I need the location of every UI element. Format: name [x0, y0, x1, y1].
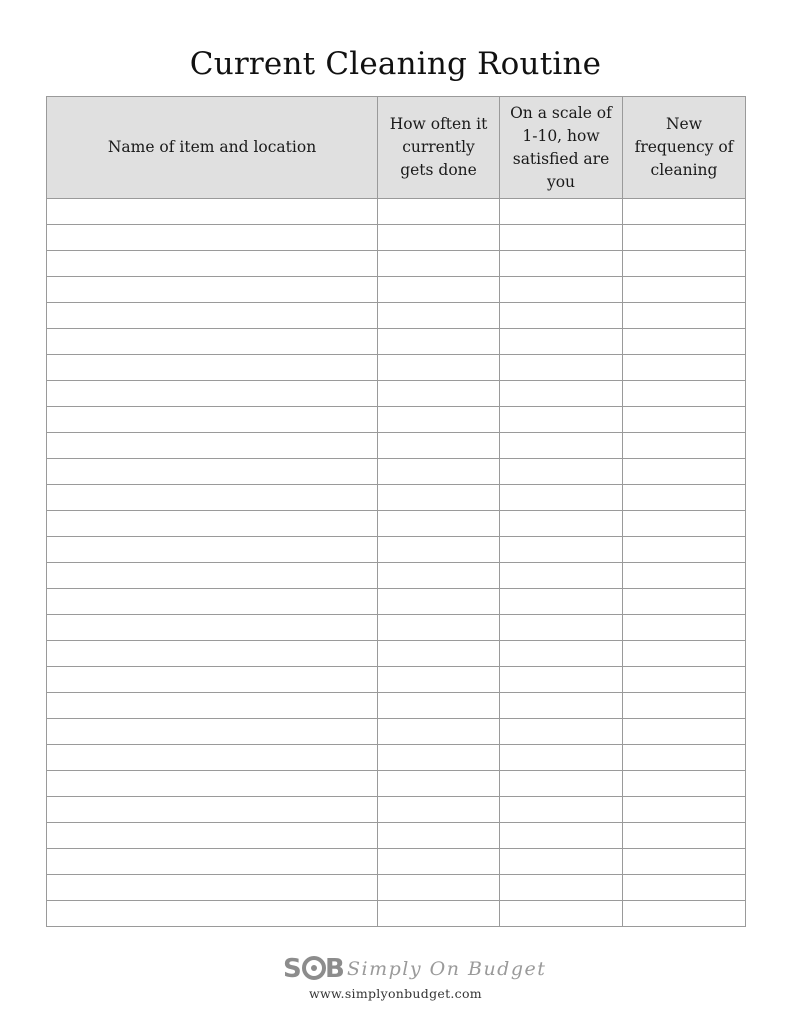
table-row	[47, 485, 746, 511]
table-row	[47, 407, 746, 433]
table-row	[47, 823, 746, 849]
table-cell	[500, 511, 623, 537]
table-cell	[500, 433, 623, 459]
table-cell	[623, 407, 746, 433]
table-cell	[47, 615, 378, 641]
table-cell	[378, 797, 500, 823]
table-cell	[378, 407, 500, 433]
table-cell	[500, 641, 623, 667]
table-row	[47, 771, 746, 797]
table-cell	[500, 589, 623, 615]
table-cell	[47, 823, 378, 849]
website-url: www.simplyonbudget.com	[309, 986, 482, 1001]
table-row	[47, 329, 746, 355]
table-cell	[47, 875, 378, 901]
table-header-row	[47, 97, 746, 199]
table-cell	[47, 459, 378, 485]
table-cell	[378, 381, 500, 407]
column-header-satisfaction: On a scale of 1-10, how satisfied are you	[500, 97, 623, 199]
table-cell	[623, 797, 746, 823]
table-cell	[47, 225, 378, 251]
table-row	[47, 849, 746, 875]
table-cell	[47, 251, 378, 277]
table-cell	[47, 771, 378, 797]
table-cell	[500, 381, 623, 407]
table-cell	[378, 615, 500, 641]
table-cell	[500, 251, 623, 277]
table-cell	[378, 693, 500, 719]
svg-text:B: B	[324, 954, 345, 984]
table-body	[47, 199, 746, 927]
table-cell	[500, 719, 623, 745]
table-cell	[623, 485, 746, 511]
table-row	[47, 199, 746, 225]
table-cell	[500, 329, 623, 355]
table-cell	[378, 277, 500, 303]
table-cell	[47, 667, 378, 693]
table-cell	[623, 589, 746, 615]
table-cell	[378, 225, 500, 251]
table-row	[47, 563, 746, 589]
table-row	[47, 615, 746, 641]
column-header-item-location: Name of item and location	[47, 97, 378, 199]
table-cell	[500, 459, 623, 485]
table-row	[47, 901, 746, 927]
table-cell	[623, 667, 746, 693]
table-cell	[623, 901, 746, 927]
table-row	[47, 225, 746, 251]
table-cell	[500, 277, 623, 303]
table-cell	[47, 797, 378, 823]
table-cell	[378, 719, 500, 745]
simply-on-budget-logo-icon	[281, 950, 546, 984]
table-cell	[47, 329, 378, 355]
table-cell	[500, 485, 623, 511]
table-cell	[500, 407, 623, 433]
table-cell	[378, 849, 500, 875]
table-cell	[378, 459, 500, 485]
svg-text:S: S	[282, 954, 300, 984]
table-row	[47, 459, 746, 485]
table-cell	[47, 485, 378, 511]
table-cell	[378, 251, 500, 277]
table-cell	[378, 303, 500, 329]
table-row	[47, 537, 746, 563]
table-cell	[500, 823, 623, 849]
table-row	[47, 381, 746, 407]
table-cell	[500, 537, 623, 563]
table-cell	[623, 355, 746, 381]
table-row	[47, 433, 746, 459]
table-cell	[378, 329, 500, 355]
table-cell	[47, 641, 378, 667]
table-row	[47, 745, 746, 771]
table-cell	[47, 589, 378, 615]
table-cell	[623, 199, 746, 225]
table-cell	[623, 615, 746, 641]
table-cell	[623, 693, 746, 719]
table-cell	[47, 537, 378, 563]
table-cell	[623, 329, 746, 355]
table-row	[47, 251, 746, 277]
table-cell	[378, 667, 500, 693]
table-cell	[623, 381, 746, 407]
table-cell	[623, 433, 746, 459]
table-cell	[500, 771, 623, 797]
table-cell	[500, 797, 623, 823]
table-cell	[500, 563, 623, 589]
table-cell	[623, 771, 746, 797]
table-cell	[47, 849, 378, 875]
table-cell	[47, 563, 378, 589]
table-cell	[623, 459, 746, 485]
table-row	[47, 589, 746, 615]
table-cell	[47, 199, 378, 225]
table-row	[47, 641, 746, 667]
table-row	[47, 667, 746, 693]
table-row	[47, 875, 746, 901]
table-cell	[623, 641, 746, 667]
table-row	[47, 719, 746, 745]
table-row	[47, 797, 746, 823]
table-cell	[623, 251, 746, 277]
table-cell	[500, 225, 623, 251]
table-cell	[623, 719, 746, 745]
table-row	[47, 355, 746, 381]
table-cell	[378, 875, 500, 901]
column-header-new-frequency: New frequency of cleaning	[623, 97, 746, 199]
table-cell	[378, 355, 500, 381]
table-cell	[378, 771, 500, 797]
table-cell	[47, 719, 378, 745]
table-row	[47, 693, 746, 719]
table-cell	[623, 875, 746, 901]
table-cell	[47, 433, 378, 459]
table-cell	[378, 641, 500, 667]
table-cell	[378, 589, 500, 615]
table-cell	[500, 615, 623, 641]
table-cell	[500, 693, 623, 719]
table-row	[47, 303, 746, 329]
table-cell	[378, 199, 500, 225]
table-cell	[623, 849, 746, 875]
table-cell	[47, 355, 378, 381]
table-cell	[378, 485, 500, 511]
table-cell	[378, 901, 500, 927]
table-cell	[500, 875, 623, 901]
table-cell	[47, 693, 378, 719]
table-cell	[623, 745, 746, 771]
table-cell	[500, 849, 623, 875]
table-cell	[500, 667, 623, 693]
table-cell	[623, 511, 746, 537]
table-cell	[623, 563, 746, 589]
table-cell	[378, 511, 500, 537]
table-cell	[378, 563, 500, 589]
table-cell	[47, 745, 378, 771]
page-title: Current Cleaning Routine	[189, 46, 602, 82]
table-cell	[623, 537, 746, 563]
table-cell	[47, 901, 378, 927]
cleaning-routine-table	[46, 96, 746, 927]
table-row	[47, 511, 746, 537]
table-cell	[623, 303, 746, 329]
table-cell	[500, 355, 623, 381]
table-cell	[47, 407, 378, 433]
brand-logo	[0, 950, 791, 984]
table-cell	[500, 901, 623, 927]
table-row	[47, 277, 746, 303]
table-cell	[500, 199, 623, 225]
table-cell	[47, 511, 378, 537]
table-cell	[378, 823, 500, 849]
svg-text:Simply On Budget: Simply On Budget	[346, 958, 546, 980]
table-cell	[378, 433, 500, 459]
table-cell	[623, 225, 746, 251]
table-cell	[378, 537, 500, 563]
table-cell	[623, 823, 746, 849]
table-cell	[378, 745, 500, 771]
table-cell	[47, 277, 378, 303]
column-header-current-frequency: How often it currently gets done	[378, 97, 500, 199]
table-cell	[47, 303, 378, 329]
table-cell	[47, 381, 378, 407]
table-cell	[500, 303, 623, 329]
table-cell	[623, 277, 746, 303]
table-cell	[500, 745, 623, 771]
